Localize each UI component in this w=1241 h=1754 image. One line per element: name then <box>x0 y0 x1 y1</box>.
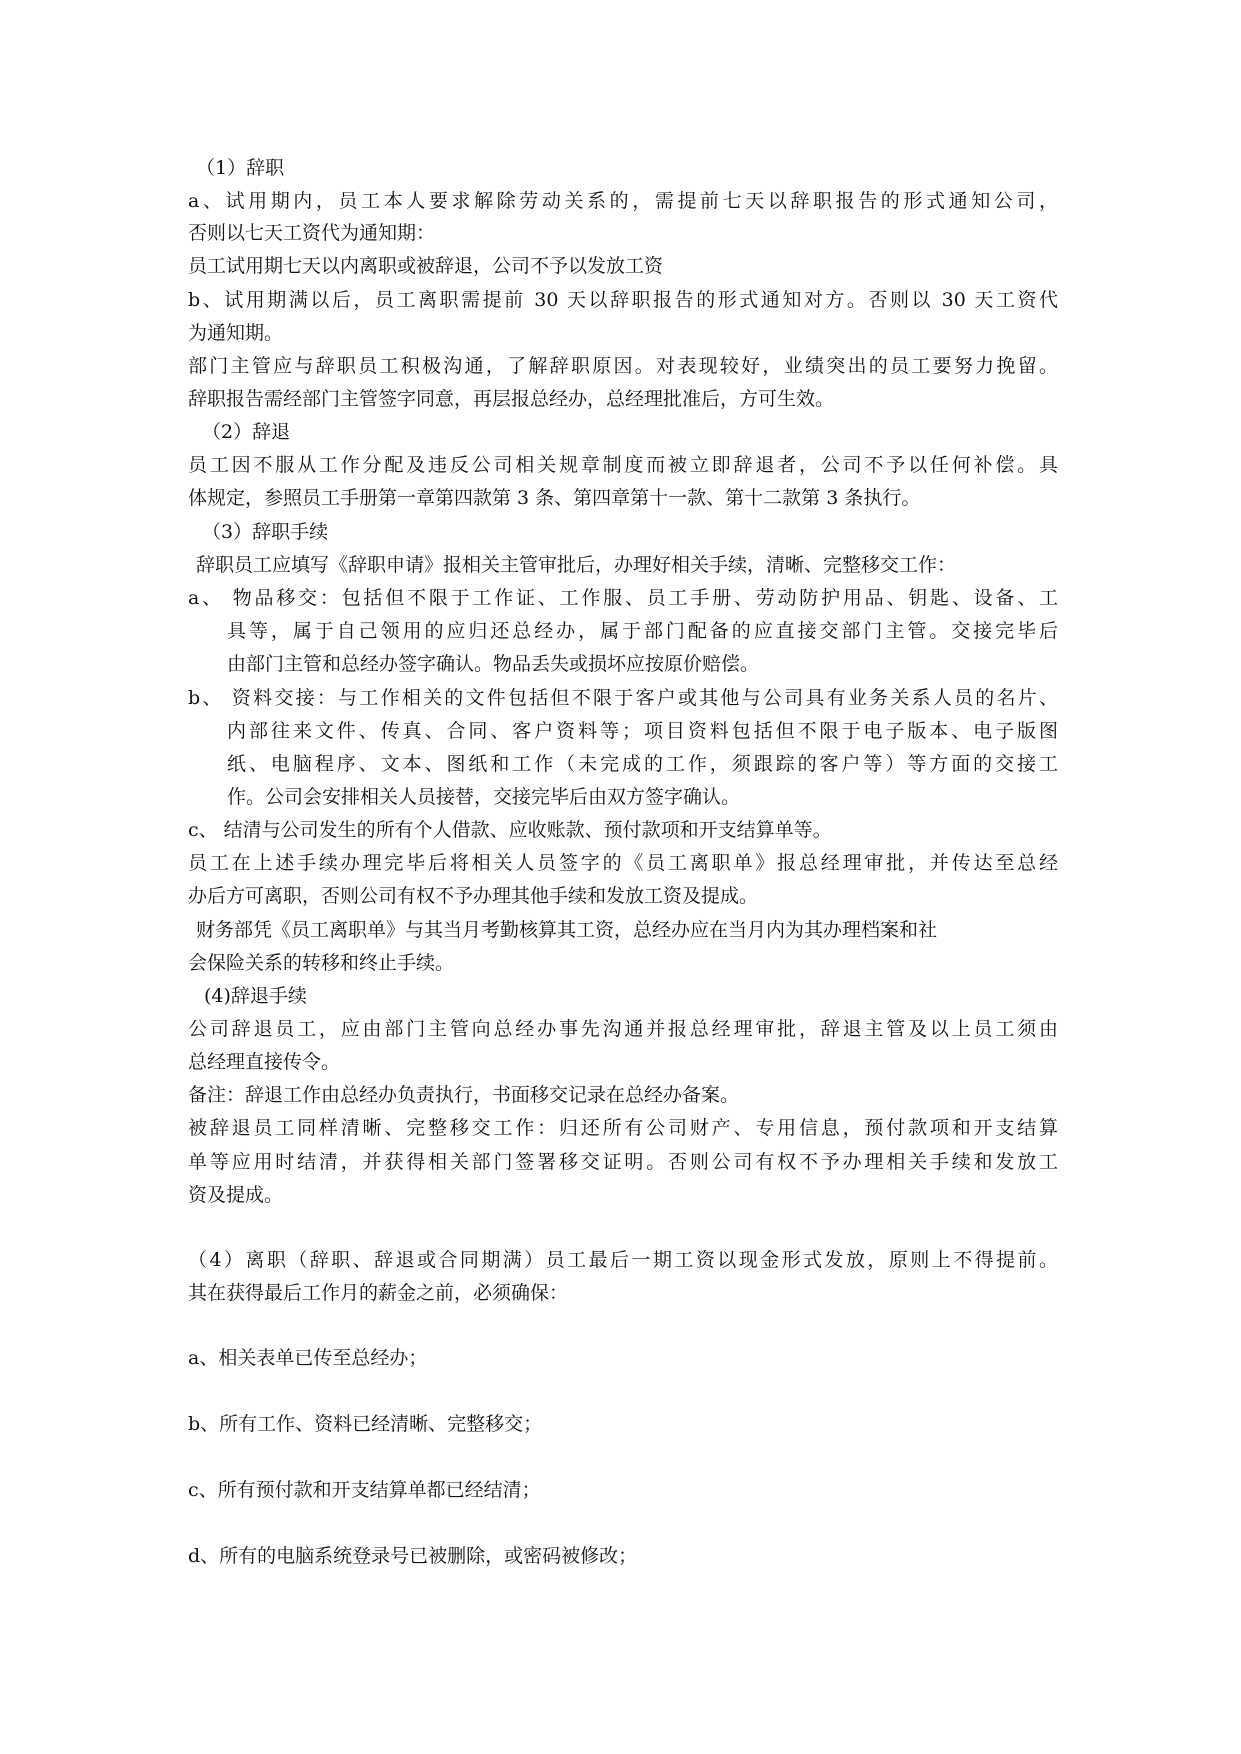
note-line: 备注：辞退工作由总经办负责执行，书面移交记录在总经办备案。 <box>188 1084 740 1106</box>
paragraph-line: 其在获得最后工作月的薪金之前，必须确保： <box>188 1282 569 1304</box>
paragraph-line: 为通知期。 <box>188 322 284 344</box>
checklist-item-c: c、所有预付款和开支结算单都已经结清； <box>188 1479 541 1501</box>
heading-dismissal: （2）辞退 <box>202 421 291 443</box>
heading-resignation-procedure: （3）辞职手续 <box>202 521 329 543</box>
paragraph-line: 员工试用期七天以内离职或被辞退，公司不予以发放工资 <box>188 255 664 277</box>
paragraph-line: 员工因不服从工作分配及违反公司相关规章制度而被立即辞退者，公司不予以任何补偿。具 <box>188 454 1058 476</box>
paragraph-line: 员工在上述手续办理完毕后将相关人员签字的《员工离职单》报总经理审批，并传达至总经 <box>188 852 1058 874</box>
checklist-item-b: b、所有工作、资料已经清晰、完整移交； <box>188 1413 543 1435</box>
paragraph-line: 公司辞退员工，应由部门主管向总经办事先沟通并报总经理审批，辞退主管及以上员工须由 <box>188 1018 1058 1040</box>
paragraph-line: 被辞退员工同样清晰、完整移交工作：归还所有公司财产、专用信息，预付款项和开支结算 <box>188 1117 1058 1139</box>
list-item-b: b、 资料交接：与工作相关的文件包括但不限于客户或其他与公司具有业务关系人员的名片、 <box>188 687 1058 709</box>
paragraph-line: 会保险关系的转移和终止手续。 <box>188 952 455 974</box>
paragraph-line: 办后方可离职，否则公司有权不予办理其他手续和发放工资及提成。 <box>188 885 759 907</box>
list-item-continuation: 由部门主管和总经办签字确认。物品丢失或损坏应按原价赔偿。 <box>227 653 760 675</box>
paragraph-line: 单等应用时结清，并获得相关部门签署移交证明。否则公司有权不予办理相关手续和发放工 <box>188 1151 1058 1173</box>
paragraph-line: 总经理直接传令。 <box>188 1051 341 1073</box>
paragraph-line: 部门主管应与辞职员工积极沟通，了解辞职原因。对表现较好，业绩突出的员工要努力挽留。 <box>188 355 1058 377</box>
paragraph-line: 资及提成。 <box>188 1184 284 1206</box>
list-item-continuation: 纸、电脑程序、文本、图纸和工作（未完成的工作，须跟踪的客户等）等方面的交接工 <box>227 753 1058 775</box>
paragraph-line: 辞职员工应填写《辞职申请》报相关主管审批后，办理好相关手续，清晰、完整移交工作： <box>196 554 957 576</box>
list-item-continuation: 具等，属于自己领用的应归还总经办，属于部门配备的应直接交部门主管。交接完毕后 <box>227 620 1058 642</box>
heading-final-salary: （4）离职（辞职、辞退或合同期满）员工最后一期工资以现金形式发放，原则上不得提前。 <box>188 1249 1058 1271</box>
paragraph-line: 辞职报告需经部门主管签字同意，再层报总经办，总经理批准后，方可生效。 <box>188 388 835 410</box>
checklist-item-d: d、所有的电脑系统登录号已被删除，或密码被修改； <box>188 1545 638 1567</box>
heading-resignation: （1）辞职 <box>196 157 285 179</box>
paragraph-line: a、试用期内，员工本人要求解除劳动关系的，需提前七天以辞职报告的形式通知公司， <box>188 190 1058 212</box>
paragraph-line: 否则以七天工资代为通知期： <box>188 222 436 244</box>
list-item-continuation: 内部往来文件、传真、合同、客户资料等；项目资料包括但不限于电子版本、电子版图 <box>227 720 1058 742</box>
paragraph-line: b、试用期满以后，员工离职需提前 30 天以辞职报告的形式通知对方。否则以 30 天工资代 <box>188 289 1058 311</box>
paragraph-line: 体规定，参照员工手册第一章第四款第 3 条、第四章第十一款、第十二款第 3 条执行。 <box>188 487 921 509</box>
heading-dismissal-procedure: (4)辞退手续 <box>204 985 307 1007</box>
paragraph-line: 财务部凭《员工离职单》与其当月考勤核算其工资，总经办应在当月内为其办理档案和社 <box>196 919 938 941</box>
list-item-a: a、 物品移交：包括但不限于工作证、工作服、员工手册、劳动防护用品、钥匙、设备、工 <box>188 587 1058 609</box>
list-item-c: c、 结清与公司发生的所有个人借款、应收账款、预付款项和开支结算单等。 <box>188 819 832 841</box>
checklist-item-a: a、相关表单已传至总经办； <box>188 1347 428 1369</box>
list-item-continuation: 作。公司会安排相关人员接替，交接完毕后由双方签字确认。 <box>227 786 741 808</box>
